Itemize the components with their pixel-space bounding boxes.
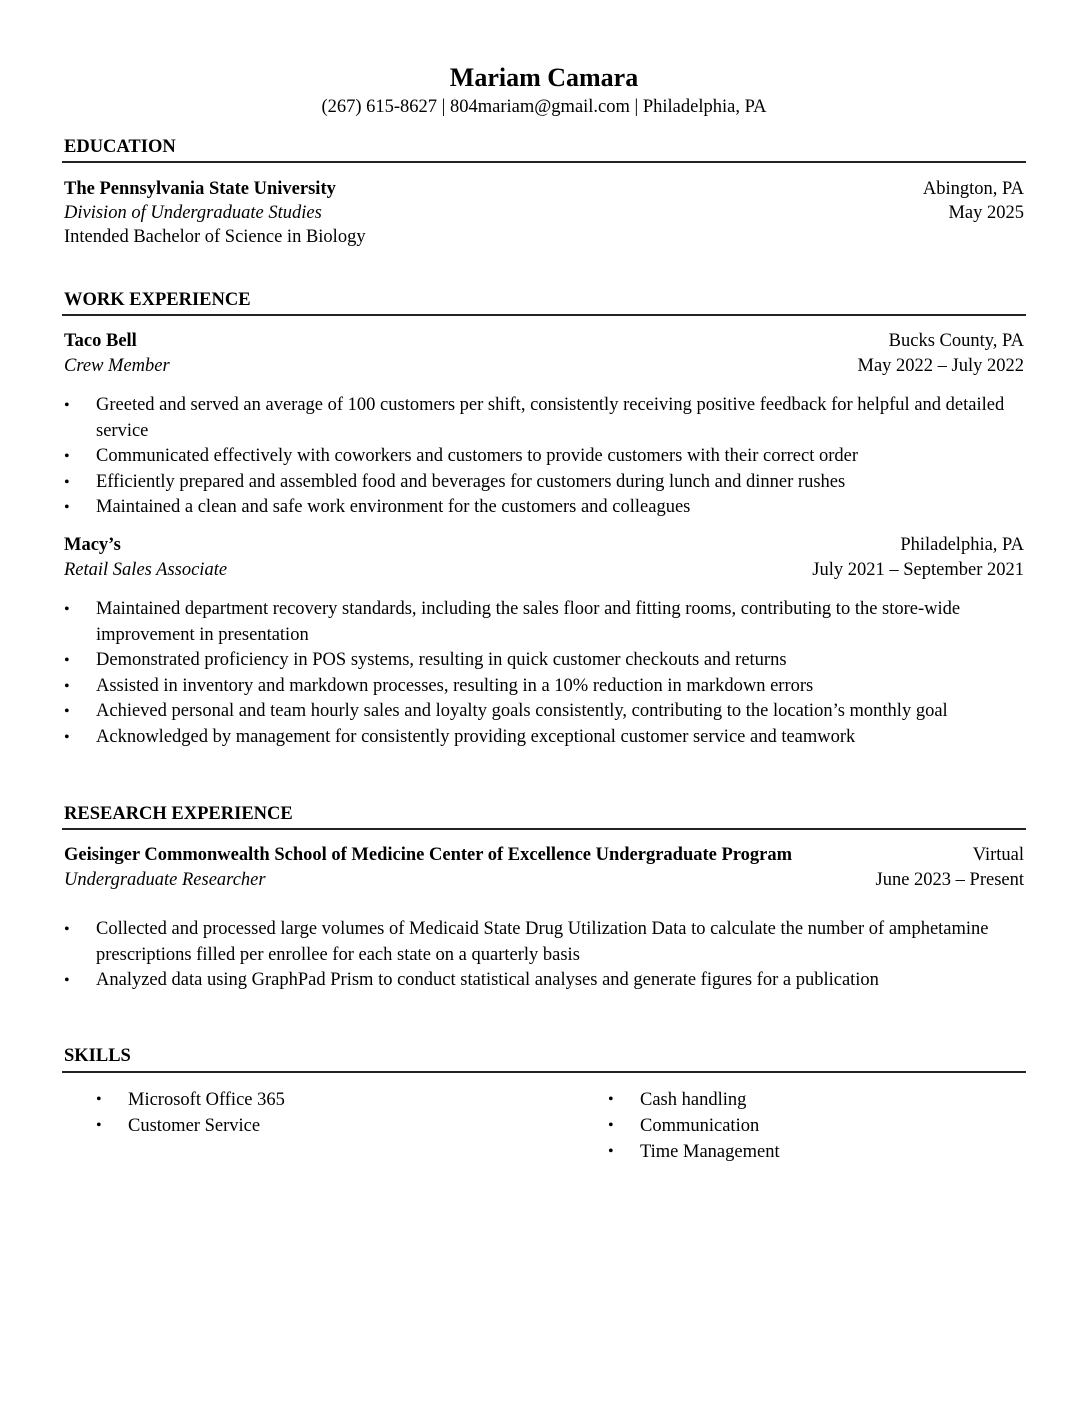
contact-line: (267) 615-8627 | 804mariam@gmail.com | Philadelphia, PA <box>321 97 767 117</box>
list-item: • Maintained department recovery standards, including the sales floor and fitting rooms, contributing to the store-wide improvement in presentation <box>64 597 1024 648</box>
skill-item: • Communication <box>608 1113 1008 1139</box>
list-item: • Achieved personal and team hourly sales and loyalty goals consistently, contributing to the location’s monthly goal <box>64 699 1024 725</box>
section-divider <box>62 314 1026 316</box>
section-divider <box>62 1071 1026 1073</box>
list-item: • Efficiently prepared and assembled food and beverages for customers during lunch and dinner rushes <box>64 470 1024 496</box>
section-divider <box>62 161 1026 163</box>
skill-item: • Microsoft Office 365 <box>96 1087 496 1113</box>
skill-item: • Cash handling <box>608 1087 1008 1113</box>
research-org: Geisinger Commonwealth School of Medicine Center of Excellence Undergraduate Program <box>64 845 793 865</box>
job-dates: July 2021 – September 2021 <box>812 560 1024 580</box>
list-item: • Acknowledged by management for consistently providing exceptional customer service and teamwork <box>64 725 1024 751</box>
school-location: Abington, PA <box>922 179 1024 199</box>
skill-item: • Customer Service <box>96 1113 496 1139</box>
graduation-date: May 2025 <box>948 203 1024 223</box>
list-item: • Greeted and served an average of 100 customers per shift, consistently receiving positive feedback for helpful and detailed service <box>64 393 1024 444</box>
skill-item: • Time Management <box>608 1139 1008 1165</box>
job-company: Macy’s <box>64 535 121 555</box>
job-dates: May 2022 – July 2022 <box>857 356 1024 376</box>
list-item: • Analyzed data using GraphPad Prism to conduct statistical analyses and generate figures for a publication <box>64 968 1024 994</box>
section-title-work: WORK EXPERIENCE <box>64 290 251 310</box>
job-bullets <box>64 393 1024 521</box>
list-item: • Collected and processed large volumes of Medicaid State Drug Utilization Data to calculate the number of amphetamine prescriptions filled per enrollee for each state on a quarterly basis <box>64 917 1024 968</box>
job-role: Crew Member <box>64 356 170 376</box>
section-title-research: RESEARCH EXPERIENCE <box>64 804 293 824</box>
research-dates: June 2023 – Present <box>875 870 1024 890</box>
school-division: Division of Undergraduate Studies <box>64 203 322 223</box>
section-title-skills: SKILLS <box>64 1046 131 1066</box>
list-item: • Communicated effectively with coworkers and customers to provide customers with their correct order <box>64 444 1024 470</box>
section-title-education: EDUCATION <box>64 137 176 157</box>
research-bullets <box>64 917 1024 994</box>
skills-list-right <box>608 1087 1008 1165</box>
job-location: Bucks County, PA <box>888 331 1024 351</box>
job-bullets <box>64 597 1024 750</box>
research-location: Virtual <box>972 845 1024 865</box>
research-role: Undergraduate Researcher <box>64 870 266 890</box>
candidate-name: Mariam Camara <box>449 63 639 92</box>
job-company: Taco Bell <box>64 331 137 351</box>
job-location: Philadelphia, PA <box>900 535 1024 555</box>
skills-list-left <box>96 1087 496 1139</box>
list-item: • Assisted in inventory and markdown processes, resulting in a 10% reduction in markdown errors <box>64 674 1024 700</box>
list-item: • Maintained a clean and safe work environment for the customers and colleagues <box>64 495 1024 521</box>
school-name: The Pennsylvania State University <box>64 179 336 199</box>
section-divider <box>62 828 1026 830</box>
degree: Intended Bachelor of Science in Biology <box>64 227 366 247</box>
job-role: Retail Sales Associate <box>64 560 228 580</box>
list-item: • Demonstrated proficiency in POS systems, resulting in quick customer checkouts and returns <box>64 648 1024 674</box>
